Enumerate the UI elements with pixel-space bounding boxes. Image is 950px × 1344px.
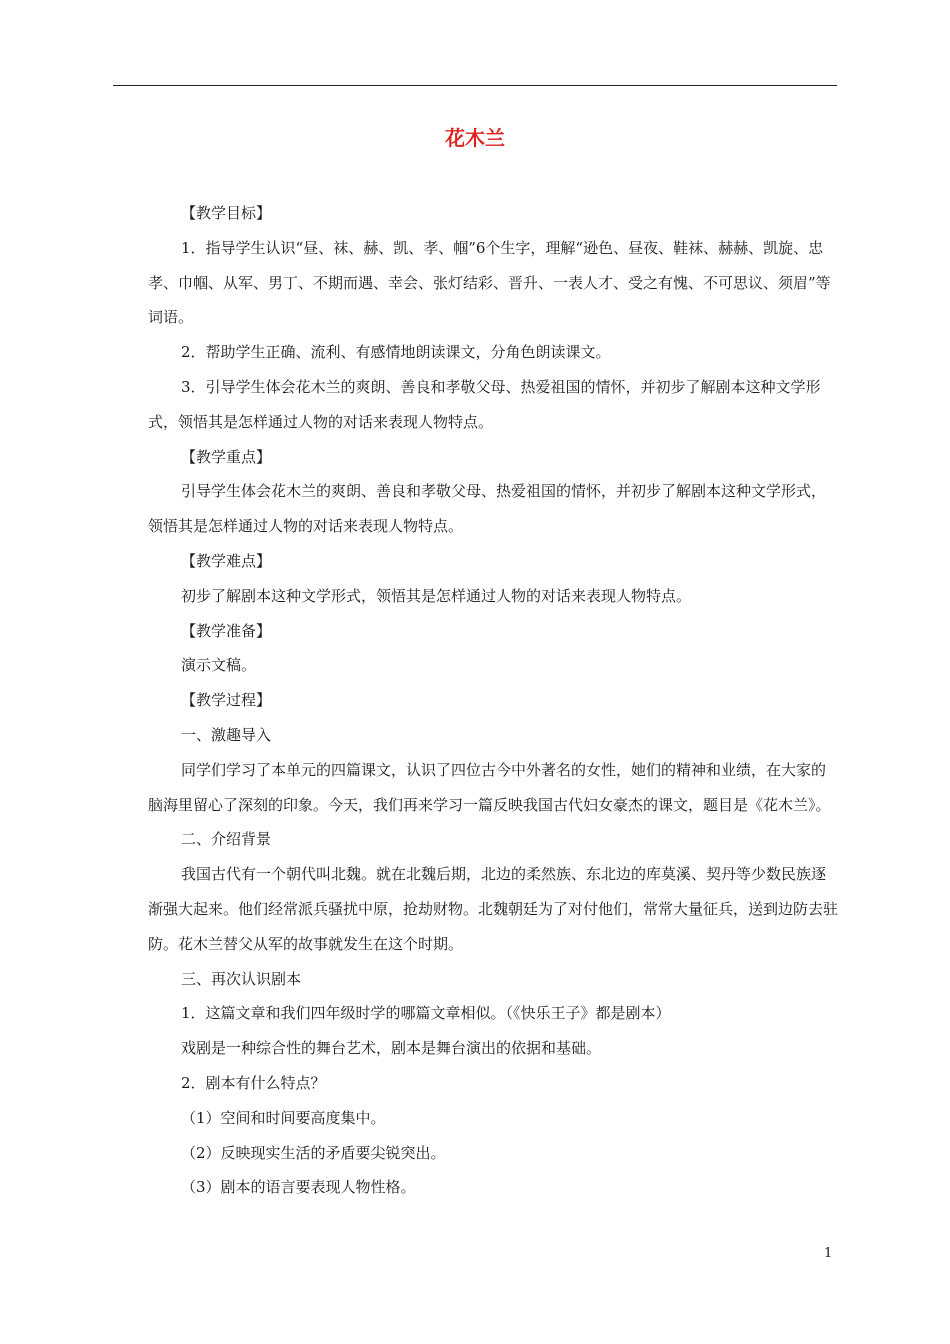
subheading: 一、激趣导入 xyxy=(181,725,272,744)
section-heading-key-points: 【教学重点】 xyxy=(181,447,272,466)
paragraph: 引导学生体会花木兰的爽朗、善良和孝敬父母、热爱祖国的情怀，并初步了解剧本这种文学形式，领悟其是怎样通过人物的对话来表现人物特点。 xyxy=(148,482,827,536)
list-item: （1）空间和时间要高度集中。 xyxy=(181,1108,386,1127)
subheading: 三、再次认识剧本 xyxy=(181,969,302,988)
paragraph: 2．帮助学生正确、流利、有感情地朗读课文，分角色朗读课文。 xyxy=(181,343,611,362)
paragraph: 3．引导学生体会花木兰的爽朗、善良和孝敬父母、热爱祖国的情怀，并初步了解剧本这种文学形式，领悟其是怎样通过人物的对话来表现人物特点。 xyxy=(148,377,821,431)
document-body xyxy=(148,196,840,1205)
section-heading-difficulties: 【教学难点】 xyxy=(181,551,272,570)
header-rule xyxy=(113,85,837,86)
page-number: 1 xyxy=(824,1246,833,1261)
document-title: 花木兰 xyxy=(445,126,505,150)
paragraph: 1．指导学生认识“昼、袜、赫、凯、孝、帼”6个生字，理解“逊色、昼夜、鞋袜、赫赫、凯旋、忠孝、巾帼、从军、男丁、不期而遇、幸会、张灯结彩、晋升、一表人才、受之有愧、不可思议、须眉”等词语。 xyxy=(148,238,831,327)
section-heading-preparation: 【教学准备】 xyxy=(181,621,272,640)
paragraph: 初步了解剧本这种文学形式，领悟其是怎样通过人物的对话来表现人物特点。 xyxy=(181,586,692,605)
list-item: （2）反映现实生活的矛盾要尖锐突出。 xyxy=(181,1143,446,1162)
paragraph: 同学们学习了本单元的四篇课文，认识了四位古今中外著名的女性，她们的精神和业绩，在大家的脑海里留心了深刻的印象。今天，我们再来学习一篇反映我国古代妇女豪杰的课文，题目是《花木兰》。 xyxy=(148,760,831,814)
paragraph: 我国古代有一个朝代叫北魏。就在北魏后期，北边的柔然族、东北边的库莫溪、契丹等少数民族逐渐强大起来。他们经常派兵骚扰中原，抢劫财物。北魏朝廷为了对付他们，常常大量征兵，送到边防去驻防。花木兰替父从军的故事就发生在这个时期。 xyxy=(148,865,839,953)
subheading: 二、介绍背景 xyxy=(181,830,272,849)
paragraph: 1．这篇文章和我们四年级时学的哪篇文章相似。（《快乐王子》都是剧本） xyxy=(181,1004,671,1023)
section-heading-objectives: 【教学目标】 xyxy=(181,204,272,222)
section-heading-process: 【教学过程】 xyxy=(181,691,272,710)
paragraph: 2．剧本有什么特点？ xyxy=(181,1073,326,1092)
list-item: （3）剧本的语言要表现人物性格。 xyxy=(181,1178,416,1197)
paragraph: 演示文稿。 xyxy=(181,656,257,675)
paragraph: 戏剧是一种综合性的舞台艺术，剧本是舞台演出的依据和基础。 xyxy=(181,1039,602,1058)
